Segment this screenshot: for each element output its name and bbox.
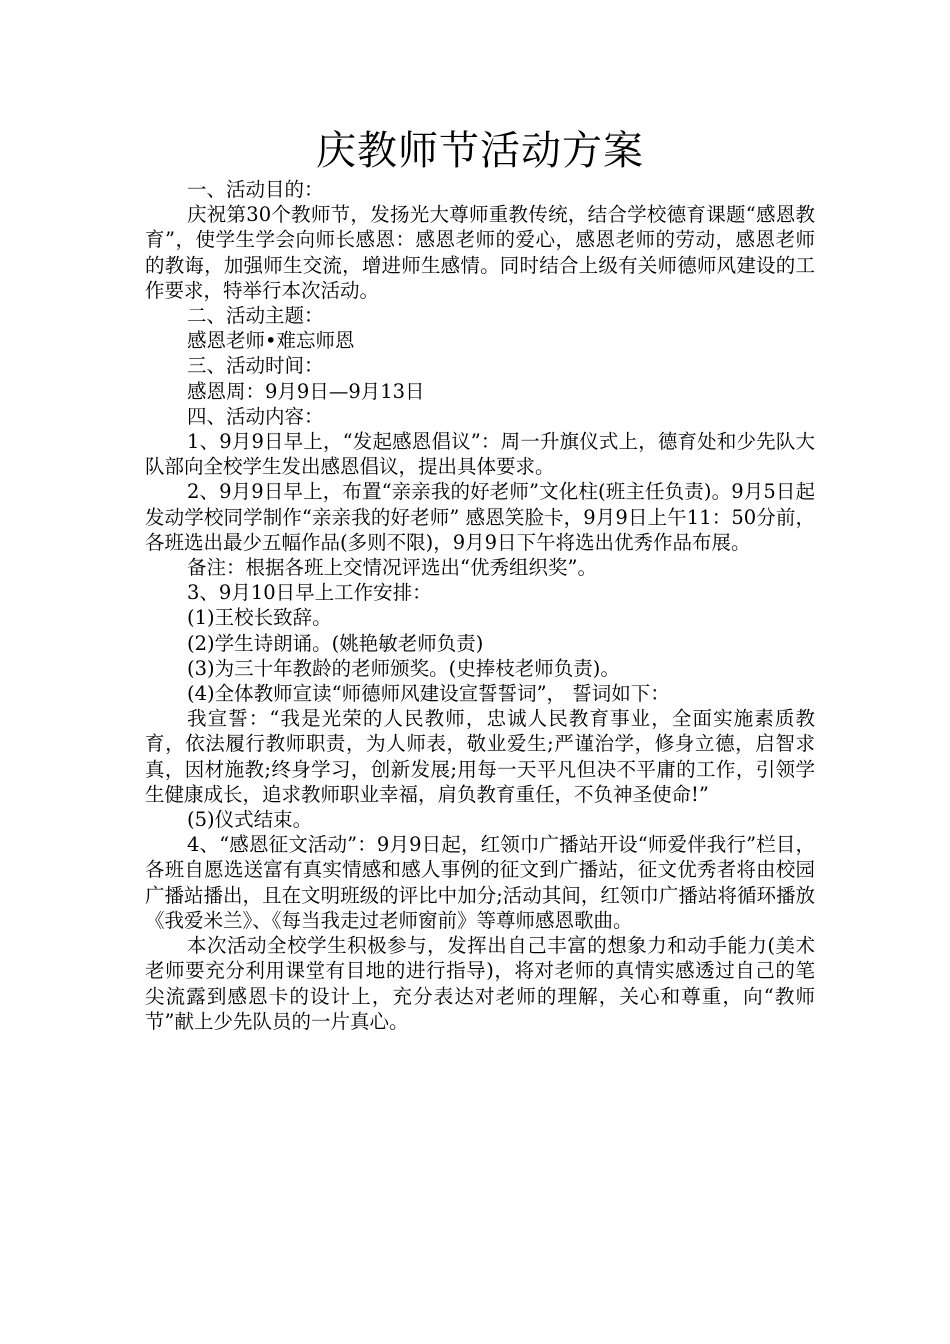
- paragraph-note: 备注：根据各班上交情况评选出“优秀组织奖”。: [187, 556, 597, 580]
- section-heading-purpose: 一、活动目的：: [187, 178, 324, 201]
- paragraph-step-4: (4)全体教师宣读“师德师风建设宣誓誓词”， 誓词如下：: [187, 682, 670, 706]
- paragraph-step-3: (3)为三十年教龄的老师颁奖。(史捧枝老师负责)。: [187, 656, 620, 680]
- paragraph-item-4: 4、“感恩征文活动”：9月9日起，红领巾广播站开设“师爱伴我行”栏目，各班自愿选送富有真实情感和感人事例的征文到广播站，征文优秀者将由校园广播站播出，且在文明班级的评比中加分;活动其间，红领巾广播站将循环播放《我爱米兰》、《每当我走过老师窗前》等尊师感恩歌曲。: [145, 833, 815, 932]
- paragraph-step-5: (5)仪式结束。: [187, 808, 313, 832]
- paragraph-oath: 我宣誓：“我是光荣的人民教师，忠诚人民教育事业，全面实施素质教育，依法履行教师职责，为人师表，敬业爱生;严谨治学，修身立德，启智求真，因材施教;终身学习，创新发展;用每一天平凡但决不平庸的工作，引领学生健康成长，追求教师职业幸福，肩负教育重任，不负神圣使命!”: [145, 707, 815, 806]
- document-page: [145, 125, 815, 1034]
- paragraph-theme: 感恩老师•难忘师恩: [187, 329, 355, 353]
- paragraph-step-1: (1)王校长致辞。: [187, 606, 332, 630]
- section-heading-theme: 二、活动主题：: [187, 304, 324, 328]
- paragraph-item-3: 3、9月10日早上工作安排：: [187, 581, 432, 605]
- paragraph-conclusion: 本次活动全校学生积极参与，发挥出自己丰富的想象力和动手能力(美术老师要充分利用课堂有目地的进行指导)，将对老师的真情实感透过自己的笔尖流露到感恩卡的设计上，充分表达对老师的理解，关心和尊重，向“教师节”献上少先队员的一片真心。: [145, 934, 815, 1033]
- paragraph-item-1: 1、9月9日早上，“发起感恩倡议”：周一升旗仪式上，德育处和少先队大队部向全校学生发出感恩倡议，提出具体要求。: [145, 430, 815, 479]
- section-heading-content: 四、活动内容：: [187, 404, 324, 428]
- section-heading-time: 三、活动时间：: [187, 354, 324, 378]
- paragraph-time: 感恩周：9月9日—9月13日: [187, 379, 425, 403]
- paragraph-step-2: (2)学生诗朗诵。(姚艳敏老师负责): [187, 631, 484, 655]
- paragraph-item-2: 2、9月9日早上，布置“亲亲我的好老师”文化柱(班主任负责)。9月5日起发动学校同学制作“亲亲我的好老师” 感恩笑脸卡，9月9日上午11：50分前，各班选出最少五幅作品(多则不限)，9月9日下午将选出优秀作品布展。: [145, 480, 815, 554]
- document-title: 庆教师节活动方案: [316, 128, 644, 174]
- paragraph-purpose: 庆祝第30个教师节，发扬光大尊师重教传统，结合学校德育课题“感恩教育”，使学生学会向师长感恩：感恩老师的爱心，感恩老师的劳动，感恩老师的教诲，加强师生交流，增进师生感情。同时结合上级有关师德师风建设的工作要求，特举行本次活动。: [145, 203, 815, 302]
